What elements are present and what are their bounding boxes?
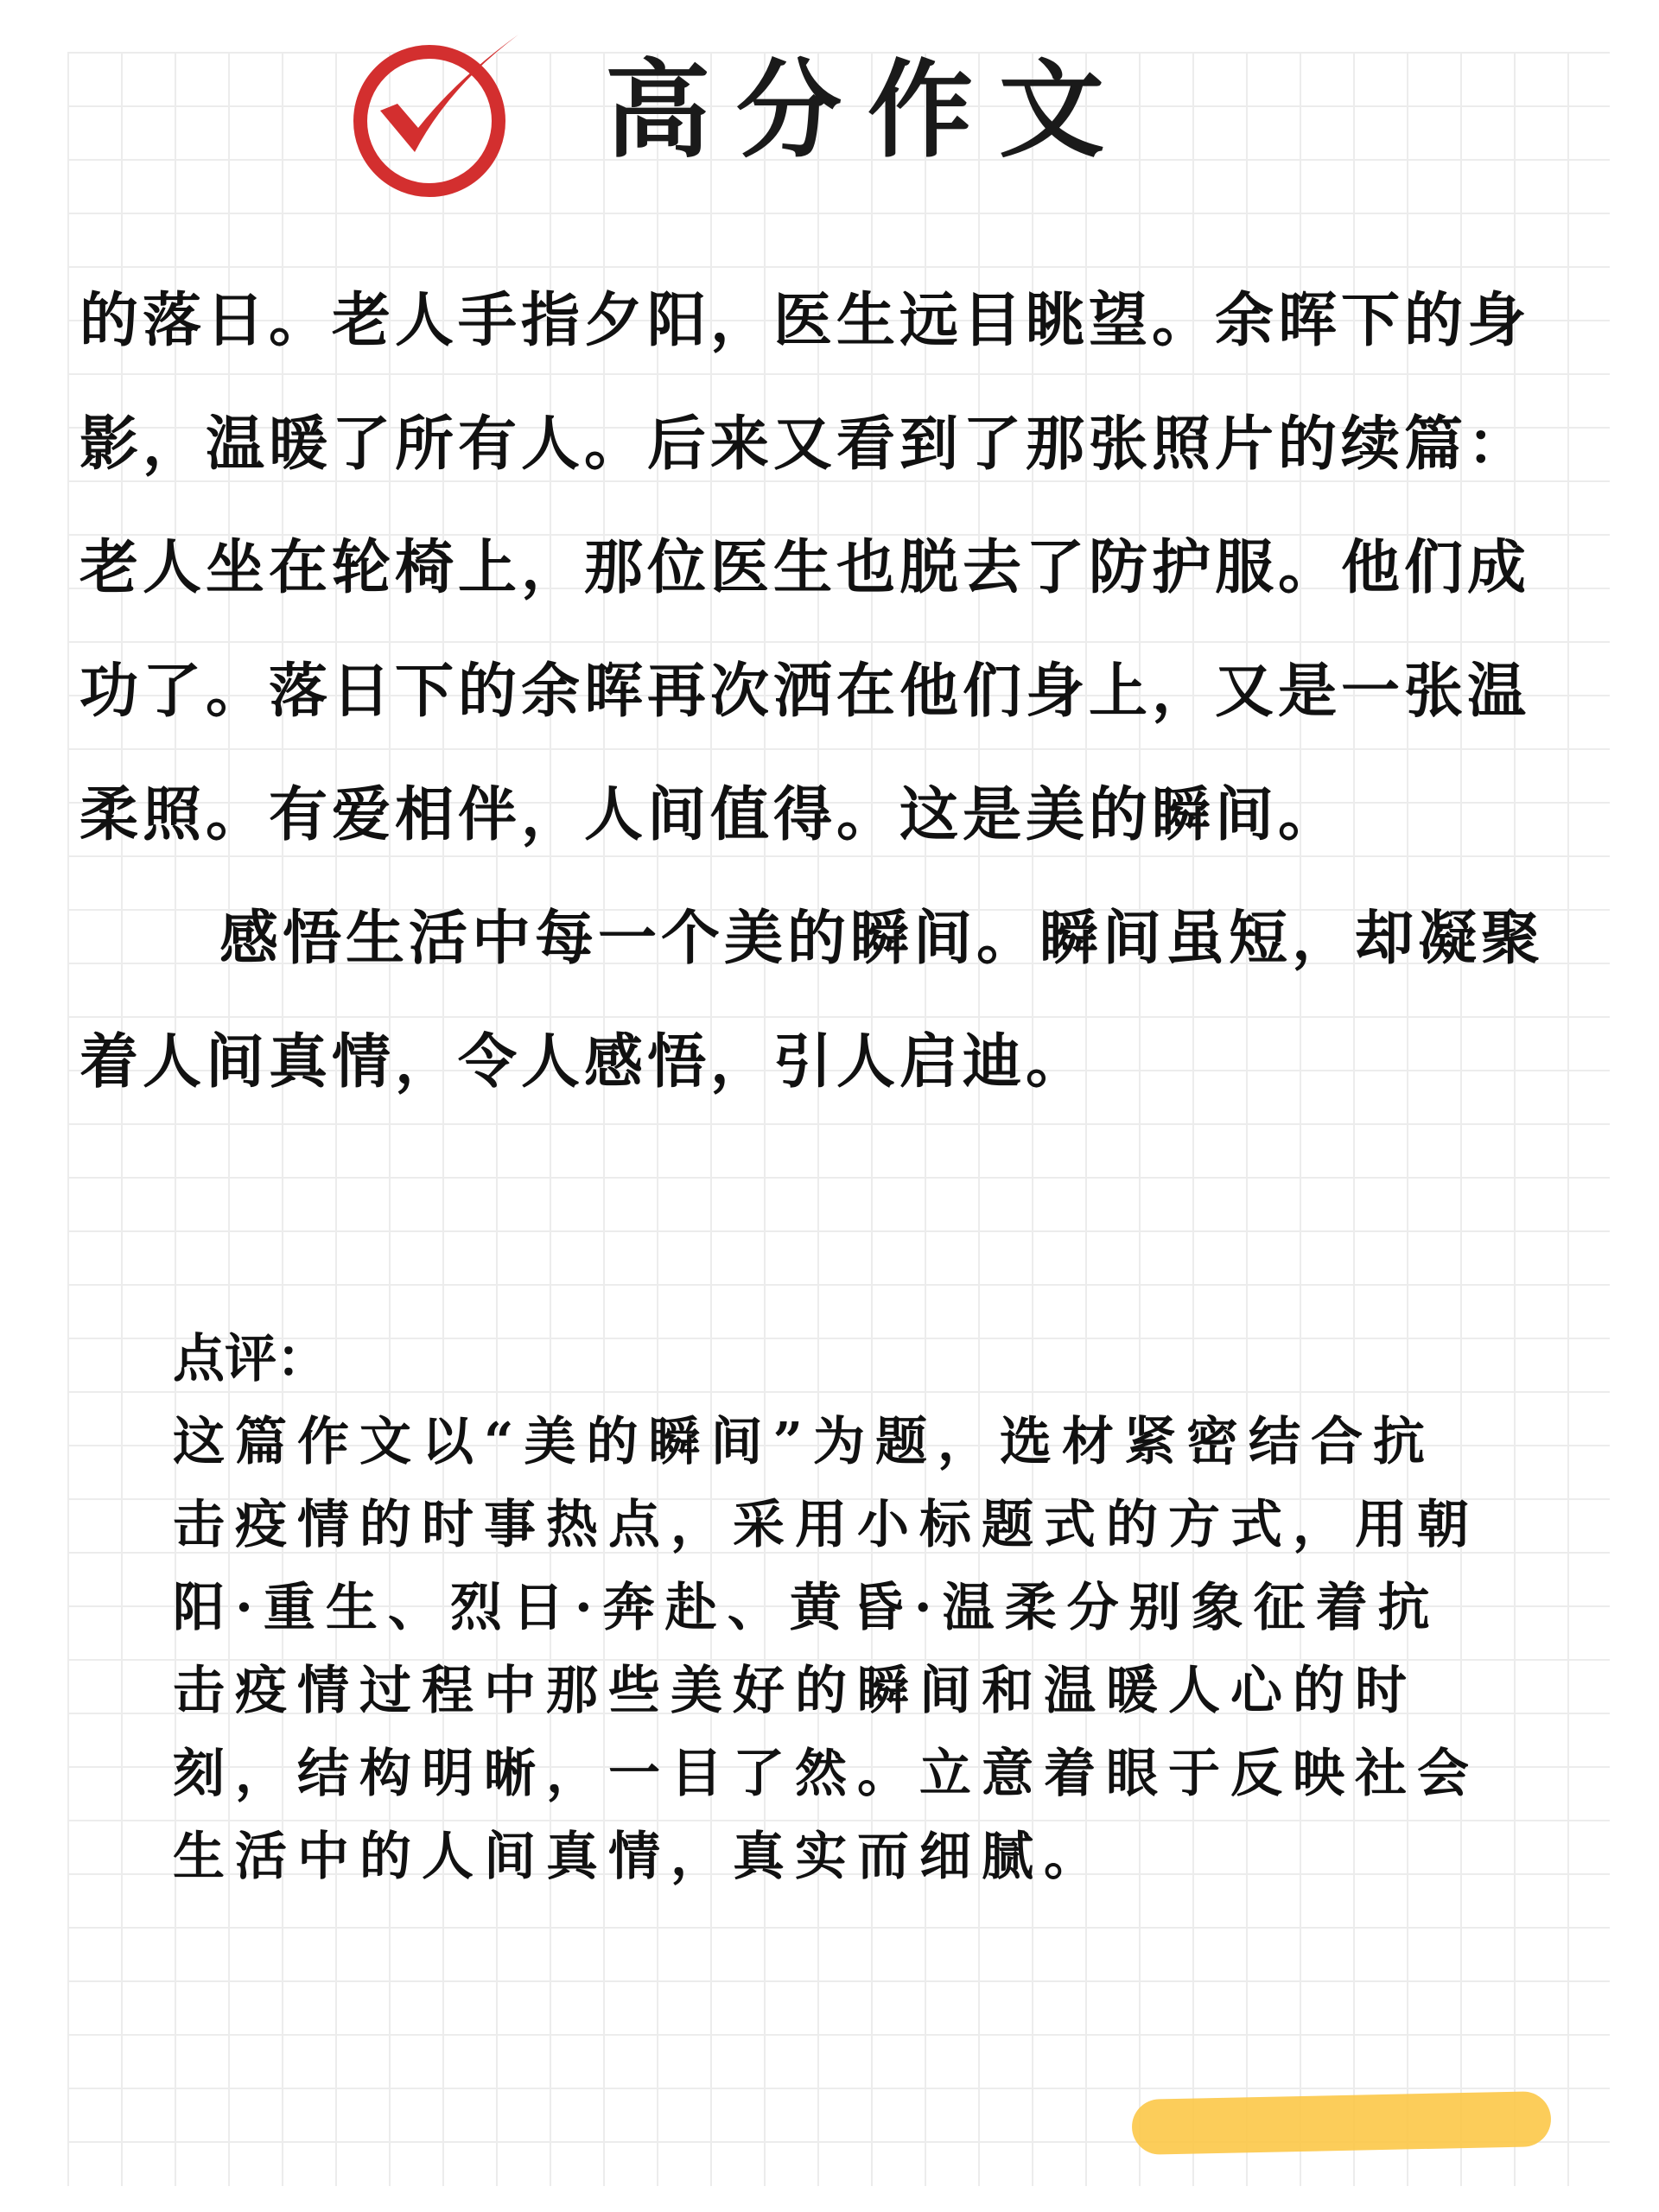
essay-body — [79, 259, 1587, 1124]
highlight-mark — [1131, 2091, 1551, 2155]
essay-paragraph: 感悟生活中每一个美的瞬间。瞬间虽短，却凝聚着人间真情，令人感悟，引人启迪。 — [79, 904, 1545, 1096]
essay-paragraph: 的落日。老人手指夕阳，医生远目眺望。余晖下的身影，温暖了所有人。后来又看到了那张照片的续篇：老人坐在轮椅上，那位医生也脱去了防护服。他们成功了。落日下的余晖再次洒在他们身上，又是一张温柔照。有爱相伴，人间值得。这是美的瞬间。 — [79, 286, 1531, 849]
comment-text: 这篇作文以“美的瞬间”为题，选材紧密结合抗击疫情的时事热点，采用小标题式的方式，用朝阳·重生、烈日·奔赴、黄昏·温柔分别象征着抗击疫情过程中那些美好的瞬间和温暖人心的时刻，结构明晰，一目了然。立意着眼于反映社会生活中的人间真情，真实而细腻。 — [173, 1412, 1479, 1887]
header — [0, 0, 1659, 207]
comment-label: 点评： — [173, 1329, 328, 1389]
check-badge-icon — [346, 26, 527, 199]
comment-section — [173, 1318, 1486, 1898]
page-title: 高分作文 — [605, 48, 1130, 172]
